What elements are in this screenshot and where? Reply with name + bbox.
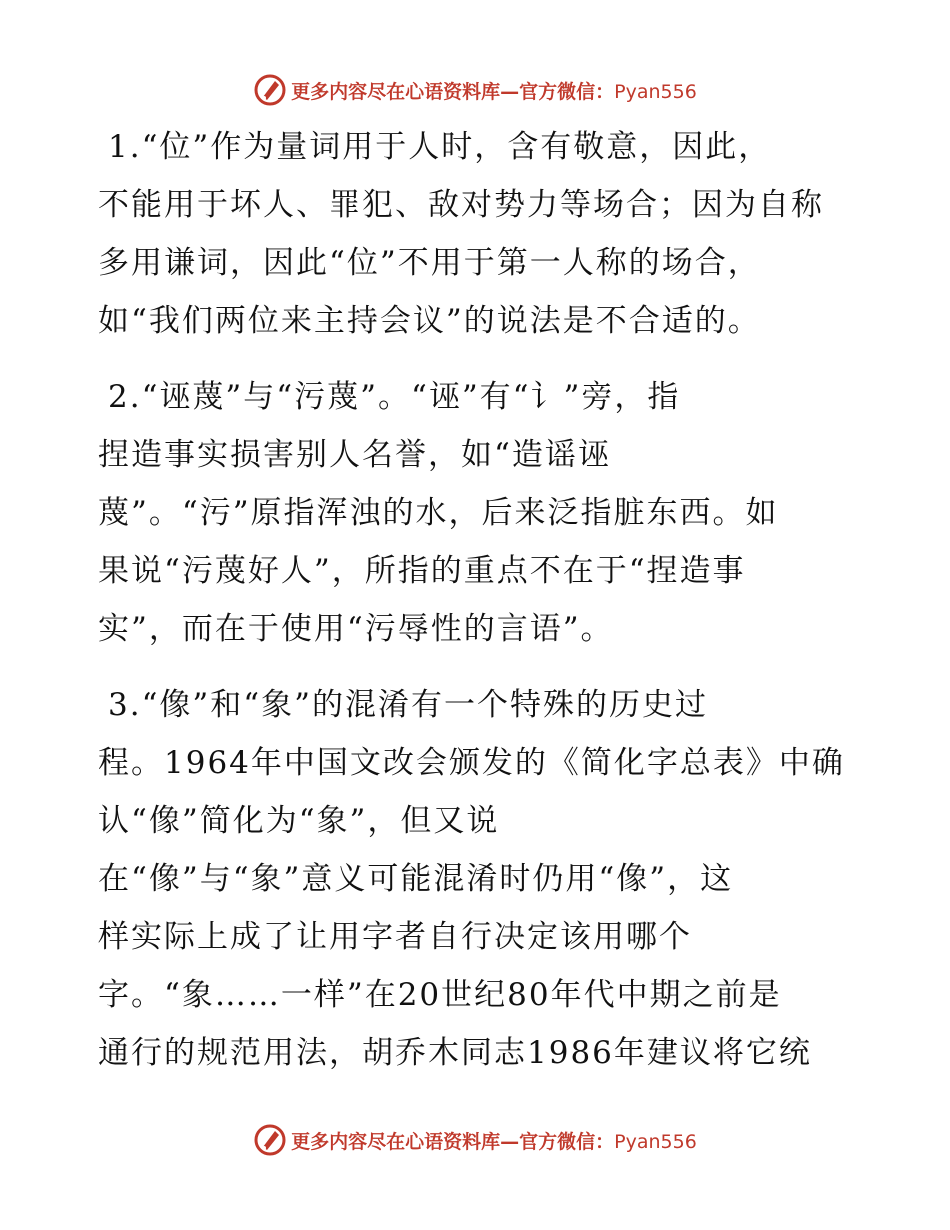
footer-text-id: Pyan556	[614, 1130, 697, 1153]
text-line: 如“我们两位来主持会议”的说法是不合适的。	[98, 303, 761, 339]
pen-logo-icon	[253, 73, 287, 107]
text-line: 果说“污蔑好人”，所指的重点不在于“捏造事	[98, 553, 746, 589]
text-line: 捏造事实损害别人名誉，如“造谣诬	[98, 437, 611, 473]
document-body	[98, 118, 868, 1082]
text-line: 3.“像”和“象”的混淆有一个特殊的历史过	[108, 687, 708, 723]
text-line: 蔑”。“污”原指浑浊的水，后来泛指脏东西。如	[98, 495, 779, 531]
pen-logo-icon	[253, 1123, 287, 1157]
text-line: 样实际上成了让用字者自行决定该用哪个	[98, 919, 692, 955]
text-line: 实”，而在于使用“污辱性的言语”。	[98, 611, 614, 647]
text-line: 认“像”简化为“象”，但又说	[98, 803, 500, 839]
text-line: 2.“诬蔑”与“污蔑”。“诬”有“讠”旁，指	[108, 379, 681, 415]
paragraph-3	[98, 676, 868, 1082]
header-text-cn: 更多内容尽在心语资料库—官方微信：	[291, 80, 615, 103]
header-banner	[0, 72, 950, 108]
footer-text-cn: 更多内容尽在心语资料库—官方微信：	[291, 1130, 615, 1153]
footer-banner	[0, 1122, 950, 1158]
header-text-id: Pyan556	[614, 80, 697, 103]
text-line: 在“像”与“象”意义可能混淆时仍用“像”，这	[98, 861, 734, 897]
text-line: 多用谦词，因此“位”不用于第一人称的场合，	[98, 245, 761, 281]
text-line: 字。“象……一样”在20世纪80年代中期之前是	[98, 977, 782, 1013]
paragraph-gap	[98, 658, 868, 676]
text-line: 程。1964年中国文改会颁发的《简化字总表》中确	[98, 745, 845, 781]
paragraph-1	[98, 118, 868, 350]
paragraph-2	[98, 368, 868, 658]
paragraph-gap	[98, 350, 868, 368]
text-line: 1.“位”作为量词用于人时，含有敬意，因此，	[108, 129, 772, 165]
text-line: 不能用于坏人、罪犯、敌对势力等场合；因为自称	[98, 187, 824, 223]
text-line: 通行的规范用法，胡乔木同志1986年建议将它统	[98, 1035, 812, 1071]
footer-text	[291, 1127, 697, 1154]
header-text	[291, 77, 697, 104]
